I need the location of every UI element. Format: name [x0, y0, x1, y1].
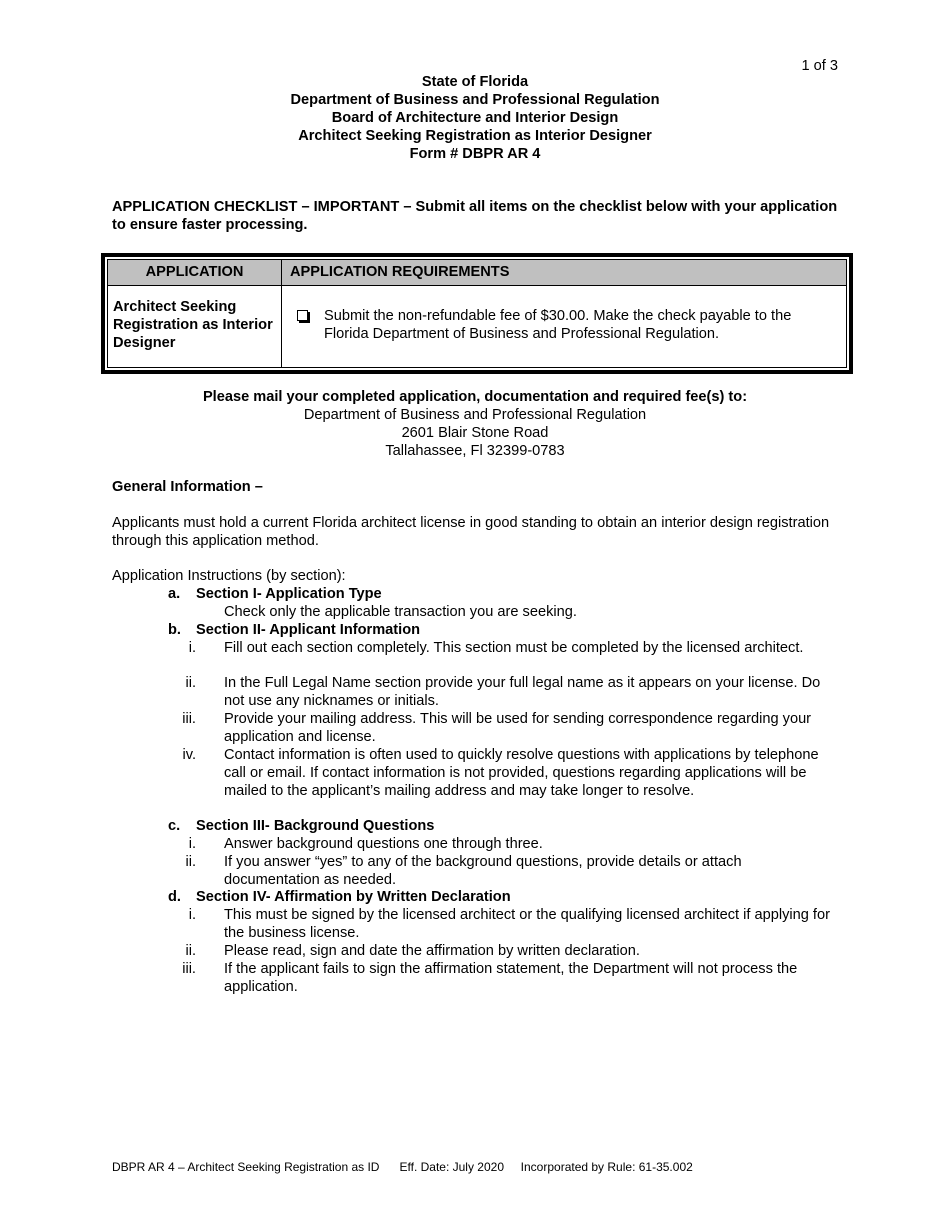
col-header-requirements: APPLICATION REQUIREMENTS: [290, 264, 510, 280]
list-numeral: ii.: [185, 675, 196, 691]
mailing-line-3: Tallahassee, Fl 32399-0783: [385, 443, 565, 459]
footer-rule: Incorporated by Rule: 61-35.002: [520, 1160, 693, 1174]
list-item: Contact information is often used to quickly resolve questions with applications by telephone call or email. If contact information is not provided, questions regarding applications will be mailed to the applicant’s mailing address and may take longer to resolve.: [224, 747, 819, 799]
header-form-title: Architect Seeking Registration as Interior Designer: [298, 128, 652, 144]
requirement-text: Submit the non-refundable fee of $30.00. Make the check payable to the Florida Department of Business and Professional Regulation.: [324, 308, 792, 342]
table-header-row: [108, 260, 846, 286]
list-item: Answer background questions one through three.: [224, 836, 543, 852]
mailing-line-1: Department of Business and Professional Regulation: [303, 407, 647, 423]
list-item: Check only the applicable transaction you are seeking.: [224, 604, 577, 620]
list-item: This must be signed by the licensed architect or the qualifying licensed architect if applying for the business license.: [224, 907, 830, 941]
header-department: Department of Business and Professional Regulation: [290, 92, 660, 108]
section-letter: d.: [168, 889, 181, 905]
col-header-application: APPLICATION: [108, 260, 282, 285]
list-numeral: ii.: [185, 854, 196, 870]
application-type-label: Architect Seeking Registration as Interior Designer: [113, 299, 273, 351]
section-letter: c.: [168, 818, 181, 834]
list-item: Provide your mailing address. This will be used for sending correspondence regarding your application and license.: [224, 711, 812, 745]
list-item: If you answer “yes” to any of the background questions, provide details or attach documentation as needed.: [224, 854, 742, 888]
page-footer: [112, 1158, 693, 1176]
list-numeral: i.: [188, 640, 196, 656]
general-info-text: Applicants must hold a current Florida architect license in good standing to obtain an interior design registration through this application method.: [112, 515, 830, 549]
section-title: Section III- Background Questions: [196, 818, 435, 834]
list-numeral: iii.: [182, 961, 196, 977]
instructions-heading: Application Instructions (by section):: [112, 568, 346, 584]
list-item: Please read, sign and date the affirmation by written declaration.: [224, 943, 640, 959]
footer-form-name: DBPR AR 4 – Architect Seeking Registration as ID: [112, 1160, 380, 1174]
footer-eff-date: Eff. Date: July 2020: [399, 1160, 504, 1174]
list-numeral: i.: [188, 836, 196, 852]
section-letter: a.: [168, 586, 181, 602]
checklist-intro: APPLICATION CHECKLIST – IMPORTANT – Submit all items on the checklist below with your application to ensure faster processing.: [112, 199, 838, 233]
section-title: Section II- Applicant Information: [196, 622, 421, 638]
list-item: In the Full Legal Name section provide your full legal name as it appears on your license. Do not use any nicknames or initials.: [224, 675, 821, 709]
form-header: [112, 73, 838, 163]
mailing-line-2: 2601 Blair Stone Road: [401, 425, 549, 441]
header-state: State of Florida: [421, 74, 529, 90]
section-title: Section I- Application Type: [196, 586, 382, 602]
list-item: If the applicant fails to sign the affirmation statement, the Department will not process the application.: [224, 961, 798, 995]
list-numeral: iv.: [182, 747, 196, 763]
mailing-address-block: [112, 388, 838, 460]
table-cell-requirement: [282, 286, 846, 367]
header-form-number: Form # DBPR AR 4: [409, 146, 541, 162]
list-numeral: i.: [188, 907, 196, 923]
header-board: Board of Architecture and Interior Design: [331, 110, 619, 126]
list-item: Fill out each section completely. This section must be completed by the licensed architect.: [224, 640, 804, 656]
page-number: 1 of 3: [801, 58, 838, 74]
section-letter: b.: [168, 622, 181, 638]
section-title: Section IV- Affirmation by Written Declaration: [196, 889, 511, 905]
list-numeral: ii.: [185, 943, 196, 959]
list-numeral: iii.: [182, 711, 196, 727]
checkbox[interactable]: [297, 310, 308, 321]
general-info-heading: General Information –: [112, 479, 263, 495]
checklist-table: [101, 253, 853, 374]
table-cell-application: [108, 286, 282, 367]
mailing-heading: Please mail your completed application, documentation and required fee(s) to:: [202, 389, 748, 405]
